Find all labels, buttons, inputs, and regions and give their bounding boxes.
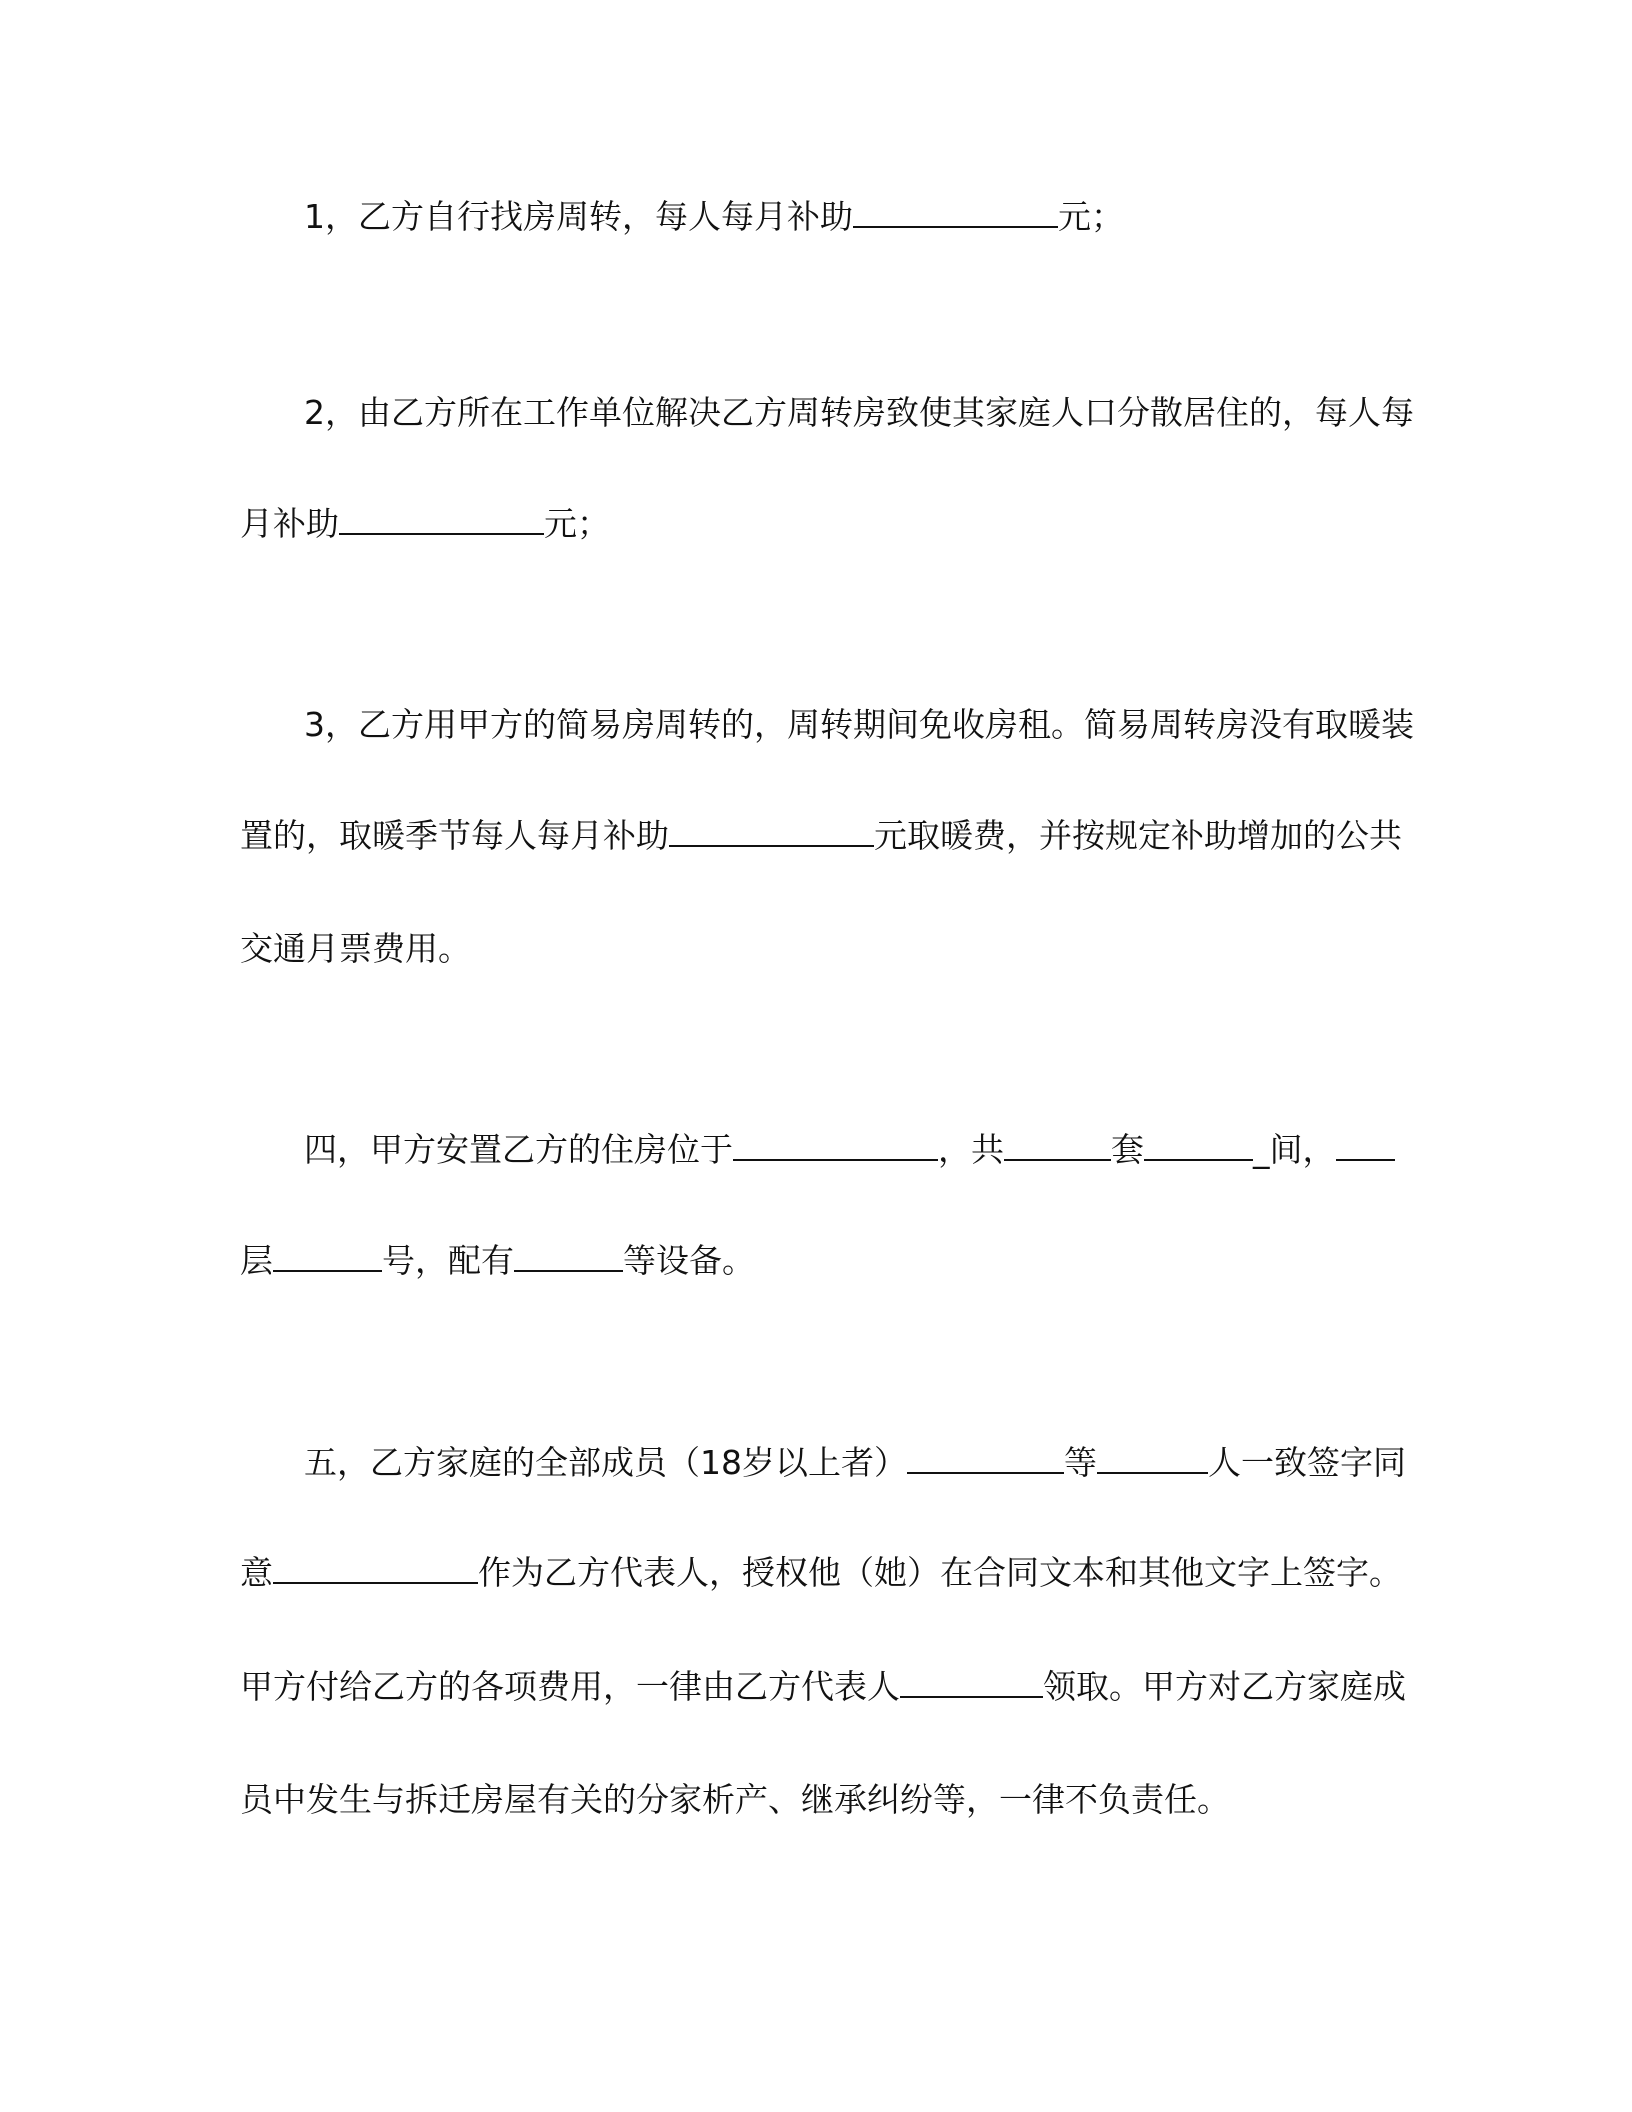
text: 人一致签字同 [1208, 1443, 1406, 1482]
text: 置的，取暖季节每人每月补助 [240, 816, 669, 855]
text: _间， [1253, 1130, 1336, 1169]
blank-field[interactable] [900, 1666, 1043, 1698]
text: 月补助 [240, 504, 339, 543]
blank-field[interactable] [1097, 1442, 1208, 1474]
text: 元取暖费，并按规定补助增加的公共 [874, 816, 1402, 855]
blank-field[interactable] [669, 815, 874, 847]
text: 员中发生与拆迁房屋有关的分家析产、继承纠纷等，一律不负责任。 [240, 1780, 1230, 1819]
blank-field[interactable] [907, 1442, 1064, 1474]
section-5-cont3 [240, 1777, 1230, 1823]
clause-3 [304, 702, 1414, 748]
clause-2 [304, 390, 1414, 436]
section-5-cont2 [240, 1664, 1406, 1710]
section-5-cont [240, 1550, 1402, 1596]
text: 四，甲方安置乙方的住房位于 [304, 1130, 733, 1169]
blank-field[interactable] [1336, 1129, 1395, 1161]
text: 等设备。 [623, 1241, 755, 1280]
text: 等 [1064, 1443, 1097, 1482]
text: 领取。甲方对乙方家庭成 [1043, 1667, 1406, 1706]
blank-field[interactable] [853, 196, 1058, 228]
blank-field[interactable] [273, 1552, 478, 1584]
text: 甲方付给乙方的各项费用，一律由乙方代表人 [240, 1667, 900, 1706]
blank-field[interactable] [273, 1240, 382, 1272]
text: 2，由乙方所在工作单位解决乙方周转房致使其家庭人口分散居住的，每人每 [304, 393, 1414, 432]
text: 交通月票费用。 [240, 929, 471, 968]
clause-3-cont2 [240, 926, 471, 972]
text: 元； [1058, 197, 1124, 236]
section-5 [304, 1440, 1406, 1486]
section-4-cont [240, 1238, 755, 1284]
text: 五，乙方家庭的全部成员（18岁以上者） [304, 1443, 907, 1482]
blank-field[interactable] [339, 503, 544, 535]
blank-field[interactable] [514, 1240, 623, 1272]
text: 套 [1111, 1130, 1144, 1169]
text: 号，配有 [382, 1241, 514, 1280]
clause-1 [304, 194, 1124, 240]
text: ，共 [938, 1130, 1004, 1169]
text: 意 [240, 1553, 273, 1592]
blank-field[interactable] [1004, 1129, 1111, 1161]
text: 3，乙方用甲方的简易房周转的，周转期间免收房租。简易周转房没有取暖装 [304, 705, 1414, 744]
clause-2-cont [240, 501, 610, 547]
text: 元； [544, 504, 610, 543]
blank-field[interactable] [733, 1129, 938, 1161]
text: 作为乙方代表人，授权他（她）在合同文本和其他文字上签字。 [478, 1553, 1402, 1592]
blank-field[interactable] [1144, 1129, 1253, 1161]
clause-3-cont [240, 813, 1402, 859]
text: 层 [240, 1241, 273, 1280]
section-4 [304, 1127, 1395, 1173]
text: 1，乙方自行找房周转，每人每月补助 [304, 197, 853, 236]
